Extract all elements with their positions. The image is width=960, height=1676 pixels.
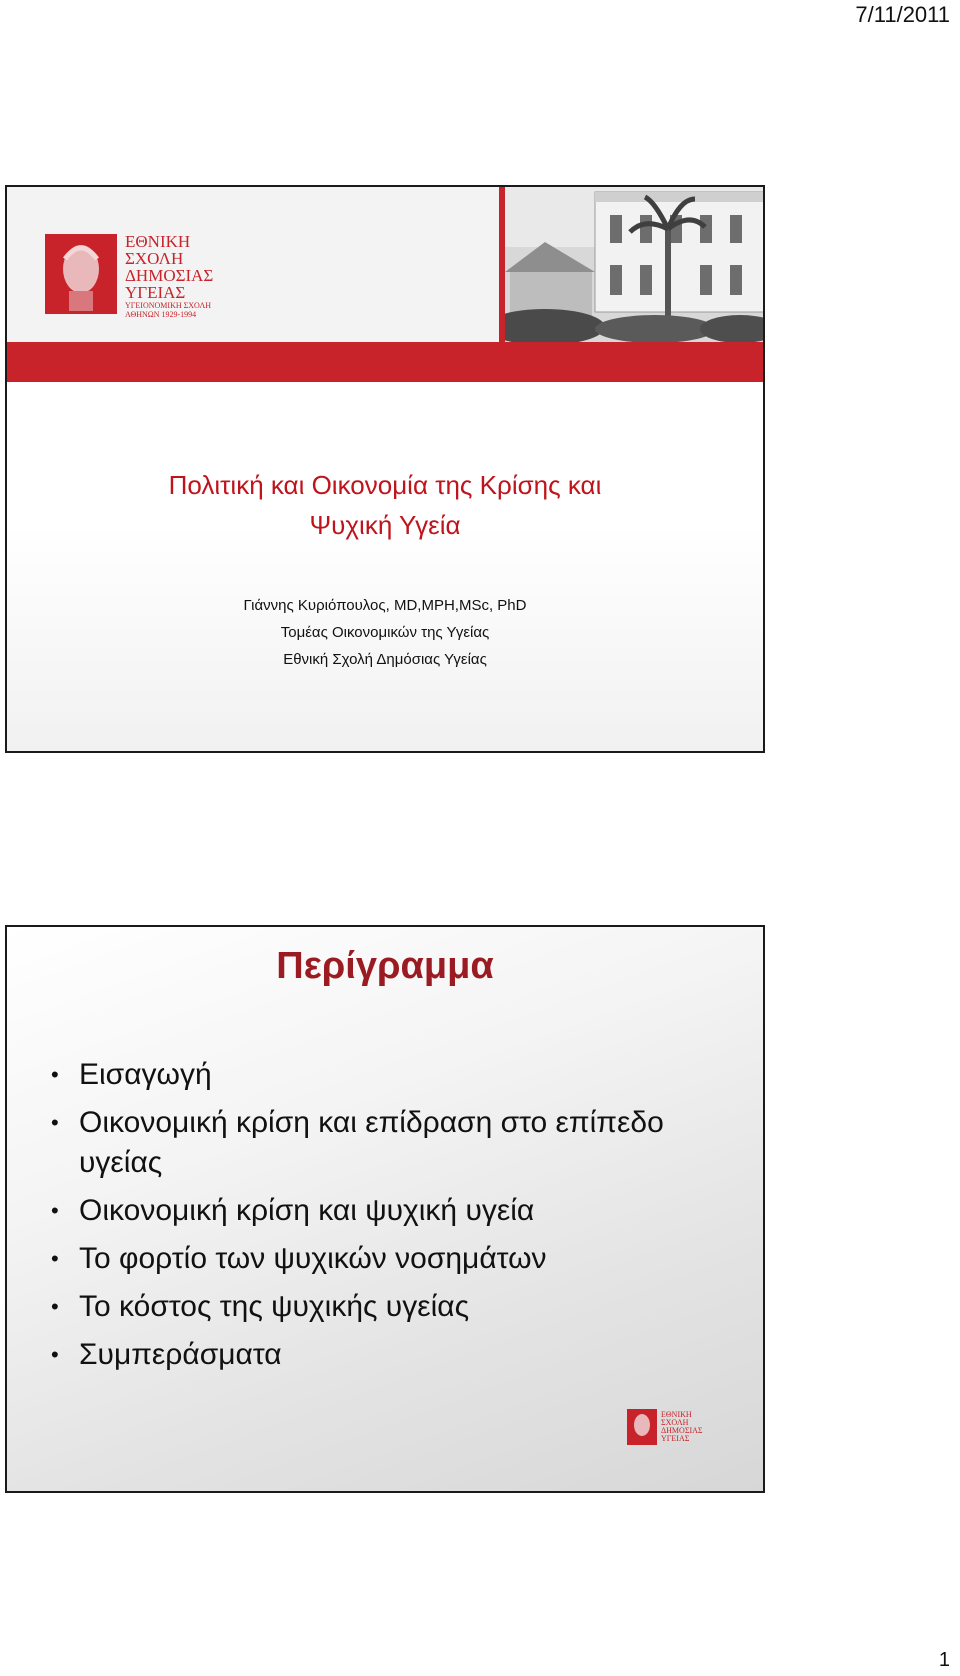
- list-item-text: Συμπεράσματα: [79, 1338, 282, 1371]
- list-item-text: Το φορτίο των ψυχικών νοσημάτων: [79, 1242, 547, 1275]
- author-name: Γιάννης Κυριόπουλος, MD,MPH,MSc, PhD: [243, 597, 527, 614]
- logo-small-text-2: ΣΧΟΛΗ: [661, 1418, 689, 1427]
- logo-text-6: ΑΘΗΝΩΝ 1929-1994: [125, 310, 197, 319]
- list-item-text: Οικονομική κρίση και ψυχική υγεία: [79, 1194, 535, 1227]
- outline-title: Περίγραμμα: [276, 945, 494, 987]
- logo-text-1: ΕΘΝΙΚΗ: [125, 232, 191, 251]
- list-item-text: Το κόστος της ψυχικής υγείας: [79, 1290, 470, 1323]
- list-item: [47, 1335, 727, 1375]
- bullet-icon: •: [51, 1062, 59, 1087]
- logo-text-5: ΥΓΕΙΟΝΟΜΙΚΗ ΣΧΟΛΗ: [125, 301, 212, 310]
- school-logo-small: [627, 1407, 712, 1447]
- logo-small-text-3: ΔΗΜΟΣΙΑΣ: [661, 1426, 703, 1435]
- presentation-title: [7, 465, 763, 545]
- logo-text-2: ΣΧΟΛΗ: [125, 249, 184, 268]
- list-item-text: Οικονομική κρίση και επίδραση στο επίπεδο υγείας: [79, 1106, 664, 1179]
- slide-banner: [7, 187, 763, 382]
- logo-small-text-1: ΕΘΝΙΚΗ: [661, 1410, 692, 1419]
- building-photo: [499, 187, 765, 342]
- list-item-text: Εισαγωγή: [79, 1058, 212, 1091]
- list-item: [47, 1191, 727, 1231]
- department: Τομέας Οικονομικών της Υγείας: [280, 624, 490, 641]
- outline-list: [47, 1055, 727, 1383]
- title-line-1: Πολιτική και Οικονομία της Κρίσης και: [168, 470, 602, 500]
- bullet-icon: •: [51, 1246, 59, 1271]
- banner-red-bar: [7, 342, 763, 382]
- list-item: [47, 1287, 727, 1327]
- title-line-2: Ψυχική Υγεία: [309, 510, 461, 540]
- outline-slide: [5, 925, 765, 1493]
- school-logo: [45, 229, 245, 319]
- bullet-icon: •: [51, 1110, 59, 1135]
- bullet-icon: •: [51, 1198, 59, 1223]
- list-item: [47, 1239, 727, 1279]
- logo-small-text-4: ΥΓΕΙΑΣ: [661, 1434, 690, 1443]
- list-item: [47, 1055, 727, 1095]
- date-header: 7/11/2011: [855, 2, 950, 27]
- logo-text-4: ΥΓΕΙΑΣ: [125, 283, 186, 302]
- list-item: [47, 1103, 727, 1183]
- logo-text-3: ΔΗΜΟΣΙΑΣ: [125, 266, 214, 285]
- page-number: 1: [938, 1649, 950, 1671]
- bullet-icon: •: [51, 1342, 59, 1367]
- institution: Εθνική Σχολή Δημόσιας Υγείας: [283, 651, 487, 668]
- author-block: [7, 592, 763, 673]
- title-slide: [5, 185, 765, 753]
- bullet-icon: •: [51, 1294, 59, 1319]
